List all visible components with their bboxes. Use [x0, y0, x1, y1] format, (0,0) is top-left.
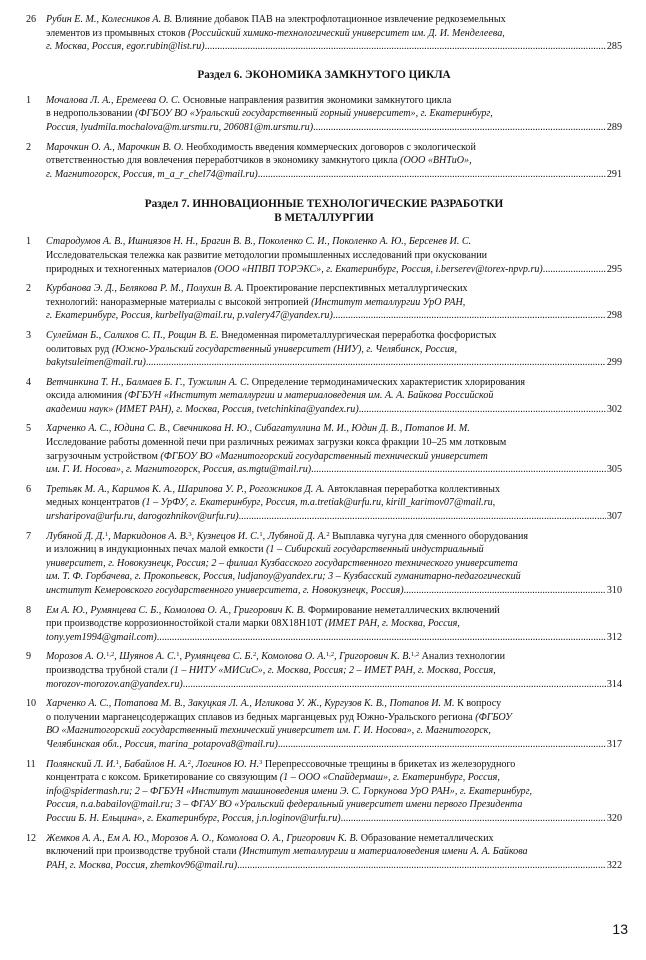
entry-text — [46, 758, 622, 826]
entry-line — [46, 107, 622, 121]
affiliation-mark: 2 — [326, 530, 330, 538]
italic-text: Рубин Е. М., Колесников А. В. — [46, 14, 175, 25]
entry-line-text — [46, 812, 341, 826]
title-text: включений при производстве трубной стали — [46, 846, 240, 858]
toc-entry[interactable] — [26, 94, 622, 135]
page-ref[interactable]: 322 — [606, 859, 622, 871]
dot-leader — [341, 812, 606, 826]
entry-text — [46, 832, 622, 873]
italic-text: (Институт металлургии УрО РАН, — [311, 296, 466, 308]
italic-text: Челябинская обл., Россия, marina_potapova8@mail.ru) — [46, 738, 278, 750]
entry-number: 12 — [26, 832, 37, 844]
italic-text: Ветчинкина Т. Н., Балмаев Б. Г., Тужилин А. С. — [46, 376, 252, 388]
title-text: Необходимость введения коммерческих договоров с экологической — [186, 141, 476, 153]
entry-line-text — [46, 859, 237, 873]
entry-line — [46, 650, 622, 664]
italic-text: (Институт металлургии и материаловедения имени А. А. Байкова — [239, 846, 528, 858]
italic-text: , Комолова О. А. — [256, 651, 326, 663]
entry-last-line — [46, 859, 622, 873]
italic-text: Россия, lyudmila.mochalova@m.ursmu.ru, 206081@m.ursmu.ru) — [46, 121, 314, 133]
entry-line — [46, 543, 622, 557]
italic-text: (ФГБОУ ВО «Магнитогорский государственный технический университет — [160, 450, 488, 462]
section-heading-line: В МЕТАЛЛУРГИИ — [274, 212, 374, 225]
italic-text: , Лубяной Д. А. — [262, 530, 327, 542]
dot-leader — [359, 403, 606, 417]
entry-line — [46, 785, 622, 799]
entry-line — [46, 711, 622, 725]
title-text: Определение термодинамических характеристик хлорирования — [251, 376, 526, 388]
entry-line — [46, 845, 622, 859]
section-heading-line: Раздел 6. ЭКОНОМИКА ЗАМКНУТОГО ЦИКЛА — [197, 68, 451, 81]
entry-line — [46, 697, 622, 711]
affiliation-mark: 1 — [104, 530, 109, 538]
italic-text: (ФГБУН «Институт металлургии и материаловедения им. А. А. Байкова Российской — [124, 390, 494, 402]
toc-entry[interactable] — [26, 141, 622, 182]
italic-text: (Южно-Уральский государственный университет (НИУ), г. Челябинск, Россия, — [111, 343, 458, 355]
entry-line — [46, 496, 622, 510]
affiliation-mark: 1,2 — [106, 651, 115, 659]
entry-line-text — [46, 678, 183, 692]
toc-entry[interactable] — [26, 422, 622, 476]
italic-text: (ИМЕТ РАН, г. Москва, Россия, — [324, 618, 460, 630]
affiliation-mark: 1 — [176, 651, 180, 659]
entry-line — [46, 832, 622, 846]
affiliation-mark: 1,2 — [325, 651, 335, 659]
entry-line-text — [46, 168, 258, 182]
dot-leader — [146, 356, 606, 370]
toc-entry[interactable] — [26, 604, 622, 645]
dot-leader — [237, 859, 606, 873]
title-text: загрузочным устройством — [46, 450, 161, 462]
italic-text: институт Кемеровского государственного университета, г. Новокузнецк, Россия) — [46, 585, 404, 596]
dot-leader — [333, 309, 606, 323]
dot-leader — [239, 510, 606, 524]
entry-last-line — [46, 263, 622, 277]
entry-text — [46, 94, 622, 135]
italic-text: (ООО «ВНТиО», — [400, 155, 472, 167]
entry-line — [46, 422, 622, 436]
dot-leader — [311, 463, 606, 477]
toc-entry[interactable] — [26, 329, 622, 370]
entry-number: 2 — [26, 141, 32, 153]
entry-number: 1 — [26, 236, 32, 248]
italic-text: , Шуянов А. С. — [114, 651, 177, 663]
entry-line — [46, 617, 622, 631]
italic-text: (1 – НИТУ «МИСиС», г. Москва, Россия; 2 – ИМЕТ РАН, г. Москва, Россия, — [170, 664, 496, 676]
entry-line — [46, 282, 622, 296]
italic-text: morozov-morozov.an@yandex.ru) — [46, 678, 183, 690]
italic-text: г. Екатеринбург, Россия, kurbellya@mail.ru, p.valery47@yandex.ru) — [46, 310, 333, 322]
title-text: Влияние добавок ПАВ на электрофлотационное извлечение редкоземельных — [174, 14, 506, 25]
title-text: Исследовательская тележка как развитие методологии промышленных исследований при окусковании — [46, 249, 488, 261]
entry-last-line — [46, 356, 622, 370]
italic-text: (Российский химико-технологический университет им. Д. И. Менделеева, — [188, 27, 505, 39]
affiliation-mark: 3 — [259, 758, 263, 766]
dot-leader — [313, 121, 606, 135]
entry-line-text — [46, 356, 146, 370]
toc-entry[interactable] — [26, 650, 622, 691]
italic-text: , Григорович К. В. — [334, 651, 411, 663]
toc-entry[interactable] — [26, 758, 622, 826]
entry-number: 2 — [26, 283, 32, 295]
italic-text: Стародумов А. В., Ишниязов Н. Н., Брагин В. В., Поколенко С. И., Поколенко А. Ю., Берсенев И. С. — [46, 236, 472, 248]
entry-line — [46, 329, 622, 343]
italic-text: Сулейман Б., Салихов С. П., Рощин В. Е. — [46, 329, 222, 341]
title-text: производства трубной стали — [46, 664, 171, 676]
entry-line — [46, 530, 622, 544]
entry-last-line — [46, 678, 622, 692]
entry-text — [46, 282, 622, 323]
entry-line-text — [46, 263, 543, 277]
italic-text: tony.yem1994@gmail.com) — [46, 631, 157, 643]
toc-entry[interactable] — [26, 697, 622, 751]
affiliation-mark: 2 — [187, 758, 191, 766]
title-text: Анализ технологии — [419, 651, 505, 663]
entry-last-line — [46, 738, 622, 752]
entry-last-line — [46, 121, 622, 135]
affiliation-mark: 1 — [259, 530, 263, 538]
italic-text: , Логинов Ю. Н. — [190, 758, 260, 770]
entry-line — [46, 154, 622, 168]
entry-line-text — [46, 584, 404, 598]
italic-text: им. Г. И. Носова», г. Магнитогорск, Россия, as.mgtu@mail.ru) — [46, 464, 312, 476]
page-ref[interactable]: 307 — [606, 511, 622, 523]
page-ref[interactable]: 305 — [606, 464, 622, 476]
italic-text: Третьяк М. А., Каримов К. А., Шарипова У. Р., Рогожников Д. А. — [46, 483, 328, 495]
entry-text — [46, 141, 622, 182]
toc-entry[interactable] — [26, 483, 622, 524]
entry-line — [46, 249, 622, 263]
page-ref[interactable]: 289 — [606, 121, 622, 133]
toc-entry[interactable] — [26, 376, 622, 417]
italic-text: академии наук» (ИМЕТ РАН), г. Москва, Россия, tvetchinkina@yandex.ru) — [46, 403, 359, 415]
italic-text: Россия, n.a.babailov@mail.ru; 3 – ФГАУ ВО «Уральский федеральный университет имени первого Президента — [46, 799, 523, 811]
toc-entry[interactable] — [26, 832, 622, 873]
entry-line — [46, 664, 622, 678]
italic-text: им. Т. Ф. Горбачева, г. Прокопьевск, Россия, ludjanoy@yandex.ru; 3 – Кузбасский гуманитарно-педагогический — [46, 571, 521, 583]
entry-line — [46, 141, 622, 155]
entry-line-text — [46, 631, 157, 645]
dot-leader — [258, 168, 606, 182]
entry-text — [46, 13, 622, 54]
entry-text — [46, 329, 622, 370]
page-ref[interactable]: 291 — [606, 168, 622, 180]
entry-line — [46, 94, 622, 108]
italic-text: info@spidermash.ru; 2 – ФГБУН «Институт машиноведения имени Э. С. Горкунова УрО РАН», г. Екатеринбург, — [46, 785, 533, 797]
entry-last-line — [46, 812, 622, 826]
title-text: Исследование работы доменной печи при различных режимах загрузки кокса фракции 10–25 мм лотковым — [46, 437, 507, 449]
page-ref[interactable]: 302 — [606, 403, 622, 415]
italic-text: Полянский Л. И. — [46, 758, 116, 770]
entry-last-line — [46, 40, 622, 54]
italic-text: Ем А. Ю., Румянцева С. Б., Комолова О. А., Григорович К. В. — [46, 604, 308, 616]
title-text: оксида алюминия — [46, 390, 125, 402]
entry-line-text — [46, 403, 359, 417]
italic-text: Харченко А. С., Юдина С. В., Свечникова Н. Ю., Сибагатуллина М. И., Юдин Д. В., Потапов И. М. — [46, 423, 470, 435]
page-ref[interactable]: 314 — [606, 678, 622, 690]
entry-number: 26 — [26, 14, 37, 25]
toc-entry[interactable] — [26, 235, 622, 276]
italic-text: ursharipova@urfu.ru, darogozhnikov@urfu.ru) — [46, 511, 239, 523]
italic-text: Марочкин О. А., Марочкин В. О. — [46, 141, 187, 153]
entry-line — [46, 450, 622, 464]
entry-line-text — [46, 738, 278, 752]
entry-last-line — [46, 510, 622, 524]
italic-text: , Кузнецов И. С. — [191, 530, 260, 542]
affiliation-mark: 2 — [252, 651, 257, 659]
entry-number: 4 — [26, 376, 32, 388]
title-text: Образование неметаллических — [360, 832, 494, 844]
page-ref[interactable]: 285 — [606, 41, 622, 53]
italic-text: , Маркидонов А. В. — [108, 530, 189, 542]
page-ref[interactable]: 317 — [606, 738, 622, 750]
italic-text: г. Магнитогорск, Россия, m_a_r_chel74@mail.ru) — [46, 168, 258, 180]
italic-text: (ООО «НПВП ТОРЭКС», г. Екатеринбург, Россия, i.berserev@torex-npvp.ru) — [214, 263, 543, 275]
entry-line — [46, 771, 622, 785]
italic-text: (1 – УрФУ, г. Екатеринбург, Россия, m.a.tretiak@urfu.ru, kirill_karimov07@mail.ru, — [142, 497, 496, 509]
entry-last-line — [46, 584, 622, 598]
italic-text: , Бабайлов Н. А. — [118, 758, 188, 770]
title-text: медных концентратов — [46, 497, 143, 509]
title-text: в недропользовании — [46, 108, 136, 120]
entry-text — [46, 650, 622, 691]
title-text: Внедоменная пирометаллургическая переработка фосфористых — [221, 329, 497, 341]
dot-leader — [157, 631, 606, 645]
entry-line — [46, 343, 622, 357]
title-text: при производстве коррозионностойкой стали марки 08Х18Н10Т — [46, 618, 325, 630]
page-ref[interactable]: 312 — [606, 631, 622, 643]
entry-line — [46, 570, 622, 584]
entry-text — [46, 697, 622, 751]
dot-leader — [183, 678, 606, 692]
page-ref[interactable]: 295 — [606, 263, 622, 275]
entry-number: 8 — [26, 604, 32, 616]
entry-number: 3 — [26, 329, 32, 341]
title-text: Основные направления развития экономики замкнутого цикла — [182, 94, 452, 106]
title-text: Автоклавная переработка коллективных — [327, 483, 501, 495]
page-number: 13 — [612, 921, 628, 937]
dot-leader — [205, 40, 606, 54]
title-text: Перепрессовочные трещины в брикетах из железорудного — [262, 758, 516, 770]
entry-text — [46, 530, 622, 598]
italic-text: (ФГБОУ — [475, 711, 512, 723]
italic-text: России Б. Н. Ельцина», г. Екатеринбург, Россия, j.n.loginov@urfu.ru) — [46, 812, 341, 824]
entry-text — [46, 604, 622, 645]
contents-list — [26, 13, 622, 878]
title-text: Выплавка чугуна для сменного оборудования — [329, 530, 529, 542]
entry-number: 1 — [26, 94, 32, 106]
italic-text: , Румянцева С. Б. — [179, 651, 253, 663]
title-text: Проектирование перспективных металлургических — [246, 283, 468, 295]
title-text: К вопросу — [457, 698, 502, 710]
italic-text: (1 – Сибирский государственный индустриальный — [266, 544, 484, 556]
title-text: ответственностью для вовлечения переработчиков в экономику замкнутого цикла — [46, 155, 401, 167]
entry-line — [46, 604, 622, 618]
affiliation-mark: 3 — [188, 530, 192, 538]
dot-leader — [543, 263, 606, 277]
italic-text: Морозов А. О. — [46, 651, 107, 663]
entry-number: 11 — [26, 758, 36, 770]
entry-last-line — [46, 403, 622, 417]
section-heading-line: Раздел 7. ИННОВАЦИОННЫЕ ТЕХНОЛОГИЧЕСКИЕ РАЗРАБОТКИ — [144, 198, 504, 211]
page-ref[interactable]: 320 — [606, 812, 622, 824]
entry-number: 9 — [26, 651, 32, 663]
italic-text: (ФГБОУ ВО «Уральский государственный горный университет», г. Екатеринбург, — [135, 108, 493, 120]
entry-line — [46, 13, 622, 27]
entry-text — [46, 235, 622, 276]
section-heading — [26, 68, 622, 82]
entry-text — [46, 422, 622, 476]
entry-line-text — [46, 121, 313, 135]
entry-line — [46, 296, 622, 310]
entry-text — [46, 483, 622, 524]
italic-text: университет, г. Новокузнецк, Россия; 2 – филиал Кузбасского государственного технического университета — [46, 557, 518, 569]
entry-number: 5 — [26, 423, 32, 435]
entry-last-line — [46, 168, 622, 182]
italic-text: г. Москва, Россия, egor.rubin@list.ru) — [46, 41, 205, 53]
affiliation-mark: 1 — [115, 758, 119, 766]
dot-leader — [404, 584, 606, 598]
title-text: и изложниц в индукционных печах малой емкости — [46, 544, 267, 556]
italic-text: Лубяной Д. Д. — [46, 530, 105, 542]
title-text: Формирование неметаллических включений — [307, 604, 500, 616]
entry-line — [46, 27, 622, 41]
entry-number: 10 — [26, 698, 37, 710]
toc-entry[interactable] — [26, 13, 622, 54]
entry-line-text — [46, 510, 239, 524]
entry-text — [46, 376, 622, 417]
title-text: природных и техногенных материалов — [46, 263, 215, 275]
entry-number: 7 — [26, 530, 32, 542]
page-ref[interactable]: 298 — [606, 310, 622, 322]
italic-text: (1 – ООО «Спайдермаш», г. Екатеринбург, Россия, — [279, 772, 500, 784]
entry-line — [46, 376, 622, 390]
entry-last-line — [46, 309, 622, 323]
entry-line — [46, 557, 622, 571]
page-ref[interactable]: 299 — [606, 357, 622, 369]
italic-text: Мочалова Л. А., Еремеева О. С. — [46, 94, 183, 106]
entry-line — [46, 389, 622, 403]
entry-last-line — [46, 463, 622, 477]
entry-line — [46, 483, 622, 497]
italic-text: ВО «Магнитогорский государственный технический университет им. Г. И. Носова», г. Магнитогорск, — [46, 725, 491, 737]
entry-line-text — [46, 463, 311, 477]
italic-text: Жемков А. А., Ем А. Ю., Морозов А. О., Комолова О. А., Григорович К. В. — [46, 832, 361, 844]
toc-entry[interactable] — [26, 282, 622, 323]
title-text: технологий: наноразмерные материалы с высокой энтропией — [46, 296, 312, 308]
entry-number: 6 — [26, 483, 32, 495]
entry-line — [46, 798, 622, 812]
entry-line-text — [46, 40, 205, 54]
entry-line — [46, 235, 622, 249]
dot-leader — [278, 738, 606, 752]
title-text: элементов из промывных стоков — [46, 27, 188, 39]
entry-line — [46, 758, 622, 772]
entry-last-line — [46, 631, 622, 645]
italic-text: Курбанова Э. Д., Белякова Р. М., Полухин В. А. — [46, 283, 247, 295]
entry-line — [46, 724, 622, 738]
section-heading — [26, 197, 622, 225]
title-text: оолитовых руд — [46, 343, 112, 355]
entry-line-text — [46, 309, 333, 323]
page-ref[interactable]: 310 — [606, 585, 622, 596]
italic-text: Харченко А. С., Потапова М. В., Закуцкая Л. А., Игликова У. Ж., Кургузов К. В., Потапов И. М. — [46, 698, 458, 710]
entry-line — [46, 436, 622, 450]
affiliation-mark: 1,2 — [410, 651, 420, 659]
title-text: о получении марганецсодержащих сплавов из бедных марганцевых руд Южно-Уральского региона — [46, 711, 476, 723]
italic-text: bakytsuleimen@mail.ru) — [46, 357, 146, 369]
italic-text: РАН, г. Москва, Россия, zhemkov96@mail.ru) — [46, 859, 238, 871]
title-text: концентрата с коксом. Брикетирование со связующим — [46, 772, 280, 784]
toc-entry[interactable] — [26, 530, 622, 598]
